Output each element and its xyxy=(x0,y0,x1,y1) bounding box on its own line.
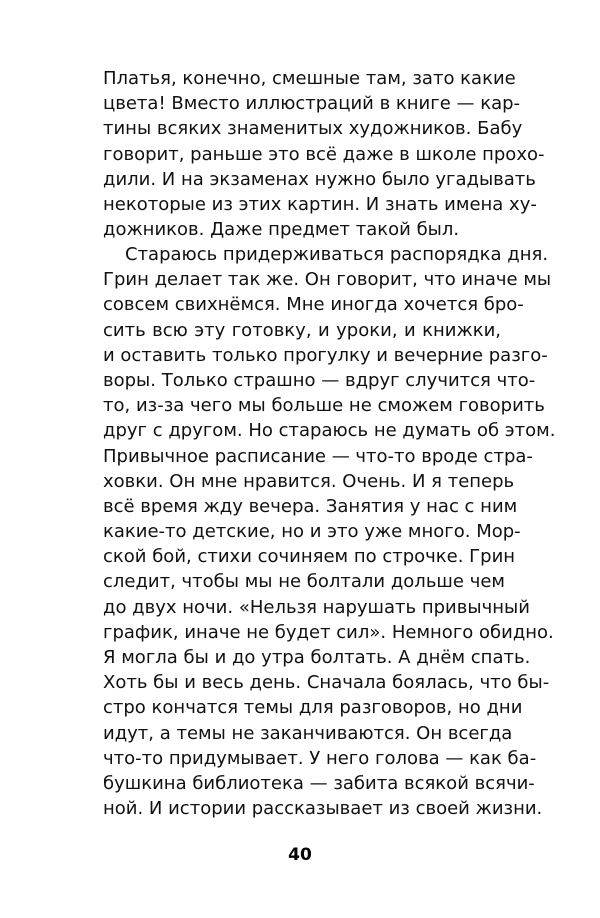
text-line: до двух ночи. «Нельзя нарушать привычный xyxy=(103,596,530,618)
text-line: цвета! Вместо иллюстраций в книге — кар- xyxy=(103,93,521,115)
page-number: 40 xyxy=(288,845,312,865)
text-line: тины всяких знаменитых художников. Бабу xyxy=(103,118,523,140)
text-line: всё время жду вечера. Занятия у нас с ним xyxy=(103,495,518,517)
text-line: какие-то детские, но и это уже много. Мор- xyxy=(103,521,521,543)
text-line: Грин делает так же. Он говорит, что иначе мы xyxy=(103,269,552,291)
paragraph-2 xyxy=(103,242,556,821)
text-line: график, иначе не будет сил». Немного обидно. xyxy=(103,621,554,643)
text-line: Платья, конечно, смешные там, зато какие xyxy=(103,68,516,89)
text-line: и оставить только прогулку и вечерние разго- xyxy=(103,344,548,366)
text-line: стро кончатся темы для разговоров, но дни xyxy=(103,697,523,719)
text-line: Хоть бы и весь день. Сначала боялась, что бы- xyxy=(103,672,550,694)
text-line: дожников. Даже предмет такой был. xyxy=(103,219,460,241)
text-line: бушкина библиотека — забита всякой всячи- xyxy=(103,772,535,794)
text-line: Я могла бы и до утра болтать. А днём спать. xyxy=(103,647,531,668)
text-line: ной. И истории рассказывает из своей жизни. xyxy=(103,798,543,820)
text-line: дили. И на экзаменах нужно было угадывать xyxy=(103,168,536,190)
text-line: друг с другом. Но стараюсь не думать об этом. xyxy=(103,420,556,442)
text-line: идут, а темы не заканчиваются. Он всегда xyxy=(103,722,513,744)
text-line: следит, чтобы мы не болтали дольше чем xyxy=(103,571,505,593)
text-line: совсем свихнёмся. Мне иногда хочется бро- xyxy=(103,294,524,316)
text-line: ской бой, стихи сочиняем по строчке. Грин xyxy=(103,546,516,568)
text-line: Стараюсь придерживаться распорядка дня. xyxy=(125,244,549,265)
text-line: воры. Только страшно — вдруг случится что- xyxy=(103,369,536,391)
text-line: что-то придумывает. У него голова — как ба- xyxy=(103,747,537,769)
text-line: ховки. Он мне нравится. Очень. И я теперь xyxy=(103,470,515,492)
text-line: говорит, раньше это всё даже в школе прохо- xyxy=(103,143,545,165)
text-line: сить всю эту готовку, и уроки, и книжки, xyxy=(103,319,501,341)
text-line: некоторые из этих картин. И знать имена ху- xyxy=(103,193,537,215)
paragraph-1 xyxy=(103,66,545,242)
text-line: Привычное расписание — что-то вроде стра- xyxy=(103,445,533,467)
text-line: то, из-за чего мы больше не сможем говорить xyxy=(103,395,545,417)
